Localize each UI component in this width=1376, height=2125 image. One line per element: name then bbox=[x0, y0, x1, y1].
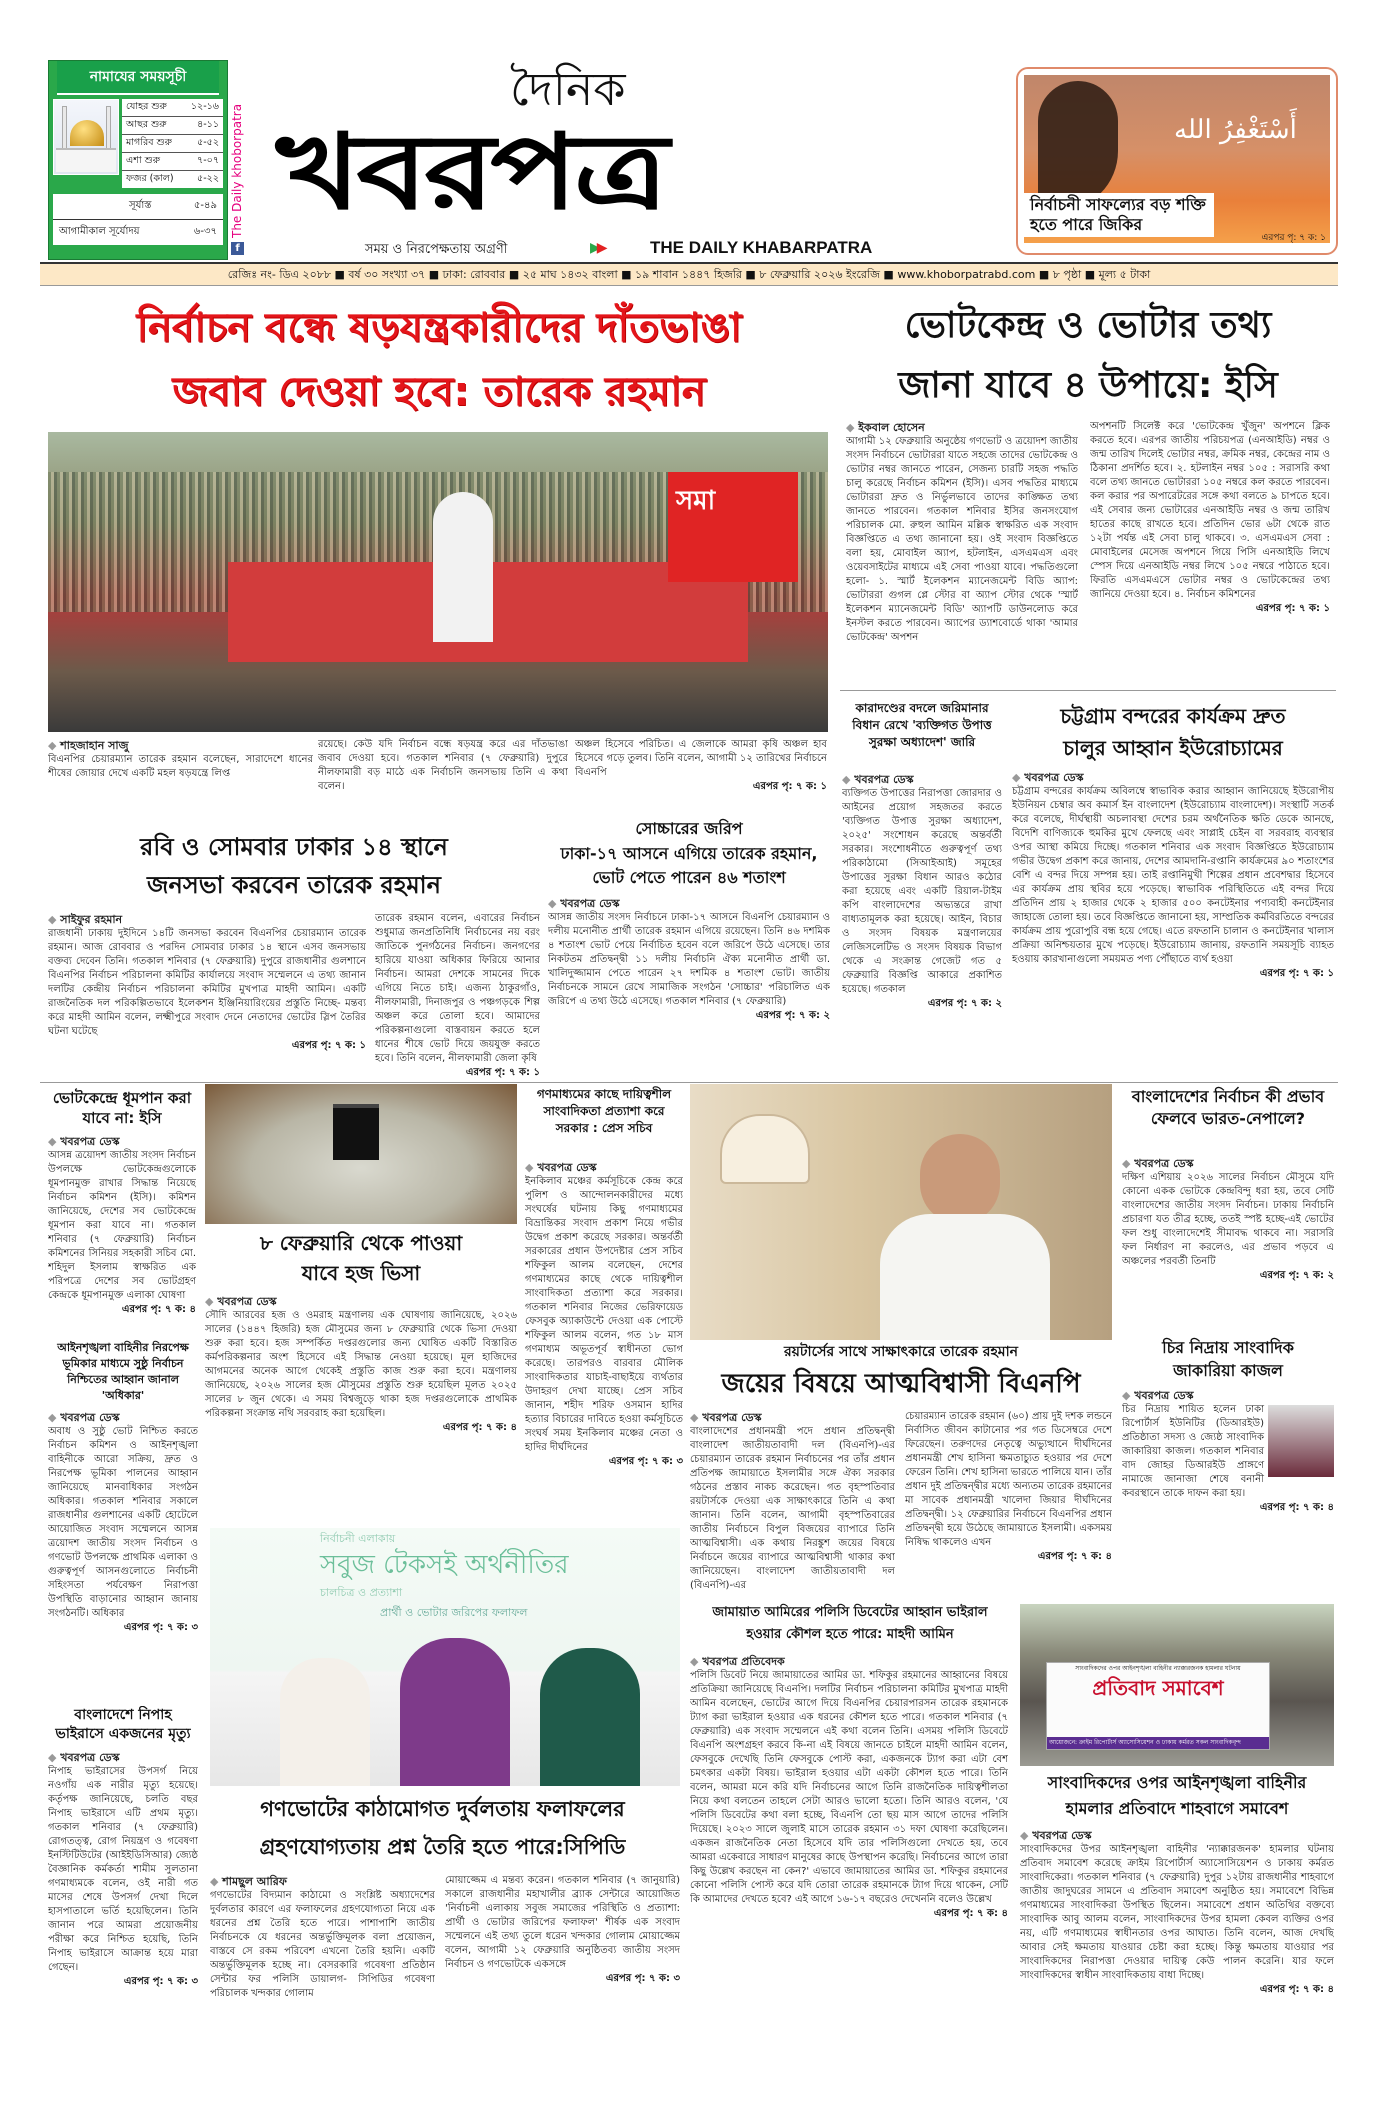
banner-tag: প্রার্থী ও ভোটার জরিপের ফলাফল bbox=[380, 1606, 528, 1619]
prayer-row: ফজর (কাল) ৫-২২ bbox=[126, 173, 219, 184]
press-headline[interactable]: গণমাধ্যমের কাছে দায়িত্বশীল সাংবাদিকতা প্রত্যাশা করে সরকার : প্রেস সচিব bbox=[536, 1087, 672, 1135]
continue-ref[interactable]: এরপর পৃ: ৭ ক: ১ bbox=[752, 781, 827, 792]
interview-headline[interactable]: জয়ের বিষয়ে আত্মবিশ্বাসী বিএনপি bbox=[721, 1369, 1081, 1399]
article-body: অঞ্চল হিসেবে পরিচিত। এ জেলাকে আমরা কৃষি অঞ্চল হাব হিসেবে গড়ে তুলব। তিনি বলেন, আগামী ১২ তারিখের নির্বাচনে বিএনপি bbox=[575, 739, 827, 778]
continue-ref[interactable]: এরপর পৃ: ৭ ক: ৩ bbox=[605, 1973, 680, 1984]
dhaka17-headline[interactable]: ঢাকা-১৭ আসনে এগিয়ে তারেক রহমান, ভোট পেতে পারেন ৪৬ শতাংশ bbox=[560, 844, 818, 887]
jamaat-headline[interactable]: জামায়াত আমিরের পলিসি ডিবেটের আহ্বান ভাইরাল হওয়ার কৌশল হতে পারে: মাহদী আমিন bbox=[712, 1605, 988, 1642]
byline: ◆ খবরপত্র ডেস্ক bbox=[690, 1410, 895, 1425]
byline: ◆ খবরপত্র প্রতিবেদক bbox=[690, 1654, 1008, 1669]
article-body: বাংলাদেশের প্রধানমন্ত্রী পদে প্রধান প্রতিদ্বন্দ্বী বাংলাদেশ জাতীয়তাবাদী দল (বিএনপি)-এর চেয়ারম্যান তারেক রহমান নির্বাচনের পর তাঁর প্রধান প্রতিপক্ষ জামায়াতে ইসলামীর সঙ্গে ঐক্য সরকার গঠনের প্রস্তাব নাকচ করেছেন। গত বৃহস্পতিবার রয়টার্সকে দেওয়া এক সাক্ষাৎকারে তিনি এ কথা জানান। তিনি বলেন, আগামী বৃহস্পতিবারের জাতীয় নির্বাচনে বিপুল বিজয়ের ব্যাপারে তিনি আত্মবিশ্বাসী। এক কথায় নিরঙ্কুশ জয়ের বিষয়ে নির্বাচনে জয়ের ব্যাপারে আত্মবিশ্বাসী থাকার কথা জানিয়েছেন। বাংলাদেশ জাতীয়তাবাদী দল (বিএনপি)-এর bbox=[690, 1426, 895, 1591]
article-body: রয়েছে। কেউ যদি নির্বাচন বন্ধে ষড়যন্ত্র করে এর দাঁতভাঙা জবাব দেওয়া হবে। গতকাল শনিবার (৭ ফেব্রুয়ারি) দুপুরে নীলফামারী বড় মাঠে এক নির্বাচনি জনসভায় তিনি এ কথা বলেন। bbox=[318, 739, 568, 792]
continue-ref[interactable]: এরপর পৃ: ৭ ক: ২ bbox=[1259, 1270, 1334, 1281]
byline: ◆ খবরপত্র ডেস্ক bbox=[1122, 1156, 1334, 1171]
tagline: সময় ও নিরপেক্ষতায় অগ্রণী bbox=[365, 242, 508, 257]
continue-ref[interactable]: এরপর পৃ: ৭ ক: ৪ bbox=[121, 1304, 196, 1315]
sunset-time: ৫-৪৯ bbox=[193, 200, 217, 211]
banner-small: নির্বাচনী এলাকায় bbox=[320, 1532, 396, 1545]
cpd-photo bbox=[210, 1528, 680, 1786]
byline: ◆ খবরপত্র ডেস্ক bbox=[1122, 1388, 1334, 1403]
banner-sub: চালচিত্র ও প্রত্যাশা bbox=[320, 1586, 403, 1599]
ec-headline[interactable]: ভোটকেন্দ্র ও ভোটার তথ্য জানা যাবে ৪ উপায়ে: ইসি bbox=[898, 305, 1278, 406]
byline: ◆ খবরপত্র ডেস্ক bbox=[842, 772, 1002, 787]
dateline: রেজিঃ নং- ডিএ ২০৮৮ ■ বর্ষ ৩০ সংখ্যা ৩৭ ■ ঢাকা: রোববার ■ ২৫ মাঘ ১৪৩২ বাংলা ■ ১৯ শাবান ১৪৪৭ হিজরি ■ ৮ ফেব্রুয়ারি ২০২৬ ইংরেজি ■ www.khoborpatrabd.com ■ ৮ পৃষ্ঠা ■ মূল্য ৫ টাকা bbox=[40, 262, 1338, 286]
prayer-times-box bbox=[48, 60, 228, 260]
prayer-row: মাগরিব শুরু ৫-৫২ bbox=[122, 135, 223, 153]
continue-ref[interactable]: এরপর পৃ: ৭ ক: ৪ bbox=[442, 1422, 517, 1433]
facebook-handle[interactable]: The Daily khoborpatra bbox=[230, 103, 244, 238]
byline: ◆ খবরপত্র ডেস্ক bbox=[525, 1160, 683, 1175]
article-body: ইনকিলাব মঞ্চের কর্মসূচিকে কেন্দ্র করে পুলিশ ও আন্দোলনকারীদের মধ্যে সংঘর্ষের ঘটনায় কিছু গণমাধ্যমের বিভ্রান্তিকর সংবাদ প্রকাশ নিয়ে গভীর উদ্বেগ প্রকাশ করেছে সরকার। অন্তর্বর্তী সরকারের প্রধান উপদেষ্টার প্রেস সচিব শফিকুল আলম বলেছেন, দেশের গণমাধ্যমের কাছে থেকে দায়িত্বশীল সাংবাদিকতা প্রত্যাশা করে সরকার। গতকাল শনিবার নিজের ভেরিফায়েড ফেসবুক অ্যাকাউন্টে দেওয়া এক পোস্টে শফিকুল আলম বলেন, গত ১৮ মাস গণমাধ্যম অভূতপূর্ব স্বাধীনতা ভোগ করেছে। তারপরও বারবার মৌলিক সাংবাদিকতার যাচাই-বাছাইয়ে ব্যর্থতার উদাহরণ দেখা যাচ্ছে। প্রেস সচিব জানান, শহীদ শরিফ ওসমান হাদির হত্যার বিচারের দাবিতে হওয়া কর্মসূচিতে সংঘর্ষ সময় ইনকিলাব মঞ্চের নেতা ও হাদির দীর্ঘদিনের bbox=[525, 1176, 683, 1453]
interview-photo bbox=[690, 1084, 1112, 1340]
continue-ref[interactable]: এরপর পৃ: ৭ ক: ২ bbox=[927, 998, 1002, 1009]
banner-big: সবুজ টেকসই অর্থনীতির bbox=[320, 1550, 569, 1580]
article-body: ব্যক্তিগত উপাত্তের নিরাপত্তা জোরদার ও আইনের প্রয়োগ সহজতর করতে 'ব্যক্তিগত উপাত্ত সুরক্ষা অধ্যাদেশ, ২০২৫' সংশোধন করেছে অন্তর্বর্তী সরকার। সংশোধনীতে গুরুত্বপূর্ণ তথ্য পরিকাঠামো (সিআইআই) সমূহের উপাত্তের সুরক্ষা বিধান আরও কঠোর করা হয়েছে এবং একটি রিয়াল-টাইম কপি বাংলাদেশের অভ্যন্তরে রাখা বাধ্যতামূলক করা হয়েছে। আইন, বিচার ও সংসদ বিষয়ক মন্ত্রণালয়ের লেজিসলেটিভ ও সংসদ বিষয়ক বিভাগ থেকে এ সংক্রান্ত গেজেট গত ৫ ফেব্রুয়ারি বিজ্ঞপ্তি আকারে প্রকাশিত হয়েছে। গতকাল bbox=[842, 788, 1002, 995]
hajj-headline[interactable]: ৮ ফেব্রুয়ারি থেকে পাওয়া যাবে হজ ভিসা bbox=[259, 1231, 463, 1285]
interview-kicker: রয়টার্সের সাথে সাক্ষাৎকারে তারেক রহমান bbox=[783, 1344, 1018, 1360]
cpd-headline[interactable]: গণভোটের কাঠামোগত দুর্বলতায় ফলাফলের গ্রহণযোগ্যতায় প্রশ্ন তৈরি হতে পারে:সিপিডি bbox=[259, 1797, 626, 1859]
obit-headline[interactable]: চির নিদ্রায় সাংবাদিক জাকারিয়া কাজল bbox=[1162, 1338, 1294, 1380]
article-body: পলিসি ডিবেট নিয়ে জামায়াতের আমির ডা. শফিকুর রহমানের আহ্বানের বিষয়ে প্রতিক্রিয়া জানিয়েছে বিএনপি। দলটির নির্বাচন পরিচালনা কমিটির মুখপাত্র মাহদী আমিন বলেছেন, ভোটের আগে দিয়ে বিএনপির চেয়ারপারসন তারেক রহমানকে ট্যাগ করা ভাইরাল হওয়ার এক ধরনের কৌশল হতে পারে। গতকাল শনিবার (৭ ফেব্রুয়ারি) এক সংবাদ সম্মেলনে এই কথা বলেন তিনি। এসময় পলিসি ডিবেটে বিএনপি অংশগ্রহণ করবে কি-না এই বিষয়ে জানতে চাইলে মাহদী আমিন বলেন, ফেসবুকে দেখেছি তিনি ফেসবুকে পোস্ট করা, একজনকে ট্যাগ করা এটা বেশ চমৎকার একটা বিষয়। ভাইরাল হওয়ার এটা একটা কৌশল হতে পারে। তিনি বলেন, আমরা মনে করি যদি নির্বাচনের আগে তিনি রাজনৈতিক দায়িত্বশীলতা নিয়ে কথা বলতেন তাহলে সেটা আরও ভালো হতো। তিনি আরও বলেন, 'যে পলিসি ডিবেটের কথা বলা হচ্ছে, বিএনপি তো ছয় মাস আগে তাদের পলিসি দিয়েছে। ২০২৩ সালে জুলাই মাসে তারেক রহমান ৩১ দফা ঘোষণা করেছিলেন। একজন রাজনৈতিক নেতা হিসেবে যদি তার পলিসিগুলো দেখতে হয়, তবে আমরা একেবারে সাধারণ মানুষের কাছে উপস্থাপন করেছি। নির্বাচনের আগে তারা কিছু উল্লেখ করছেন না কেন?' এভাবে জামায়াতের আমির ডা. শফিকুর রহমানের কোনো পলিসি পোস্ট করে যদি তোরা তারেক রহমানকে ট্যাগ দিয়ে থাকেন, সেটি কি আমাদের দেখতে হবে? এই আগে ১৬-১৭ বছরেও দেখেননি বলেও উল্লেখ bbox=[690, 1670, 1008, 1905]
masthead-prefix: দৈনিক bbox=[510, 62, 626, 116]
ear-panel[interactable] bbox=[1016, 67, 1338, 255]
article-body: অবাধ ও সুষ্ঠু ভোট নিশ্চিত করতে নির্বাচন কমিশন ও আইনশৃঙ্খলা বাহিনীকে আরো সক্রিয়, দ্রুত ও নিরপেক্ষ ভূমিকা পালনের আহ্বান জানিয়েছে মানবাধিকার সংগঠন অধিকার। গতকাল শনিবার সকালে রাজধানীর গুলশানের একটি হোটেলে আয়োজিত সংবাদ সম্মেলনে আসন্ন ত্রয়োদশ জাতীয় সংসদ নির্বাচন ও গণভোট উপলক্ষে প্রাথমিক এলাকা ও গুরুত্বপূর্ণ আসনগুলোতে নির্বাচনী সহিংসতা পর্যবেক্ষণ নিরাপত্তা উপস্থিতি বাড়ানোর আহ্বান জানায় সংগঠনটি। অধিকার bbox=[48, 1426, 198, 1619]
continue-ref[interactable]: এরপর পৃ: ৭ ক: ৪ bbox=[1259, 1984, 1334, 1995]
mosque-image bbox=[53, 99, 119, 175]
ordinance-headline[interactable]: কারাদণ্ডের বদলে জরিমানার বিধান রেখে 'ব্যক্তিগত উপাত্ত সুরক্ষা অধ্যাদেশ' জারি bbox=[852, 701, 992, 749]
continue-ref[interactable]: এরপর পৃ: ৭ ক: ৩ bbox=[123, 1622, 198, 1633]
english-name: THE DAILY KHABARPATRA bbox=[650, 238, 873, 257]
prayer-row: যোহর শুরু ১২-১৬ bbox=[122, 99, 223, 117]
odhikar-headline[interactable]: আইনশৃঙ্খলা বাহিনীর নিরপেক্ষ ভূমিকার মাধ্যমে সুষ্ঠু নির্বাচন নিশ্চিতের আহ্বান জানাল 'অধিকার' bbox=[57, 1341, 189, 1402]
sunrise-time: ৬-৩৭ bbox=[193, 226, 217, 237]
article-body: রাজধানী ঢাকায় দুইদিনে ১৪টি জনসভা করবেন বিএনপির চেয়ারম্যান তারেক রহমান। আজ রোববার ও পরদিন সোমবার ঢাকার ১৪ স্থানে এসব জনসভায় বক্তব্য দেবেন তিনি। গতকাল শনিবার (৭ ফেব্রুয়ারি) দুপুরে রাজধানীর গুলশানে বিএনপির নির্বাচন পরিচালনা কমিটির কার্যালয়ে সংবাদ সম্মেলনে এ তথ্য জানান দলটির কেন্দ্রীয় নির্বাচন পরিচালনা কমিটির মুখপাত্র মাহদী আমিন। একটি রাজনৈতিক দল পরিকল্পিতভাবে ইলেকশন ইঞ্জিনিয়ারিংয়ের প্রস্তুতি নিচ্ছে- মন্তব্য করে মাহদী আমিন বলেন, লক্ষ্মীপুরে সংবাদ দেনে নেতাদের ভোটের স্লিপ তৈরির ঘটনা ঘটেছে bbox=[48, 928, 366, 1037]
article-body: নিপাহ ভাইরাসের উপসর্গ নিয়ে নওগাঁয় এক নারীর মৃত্যু হয়েছে। কর্তৃপক্ষ জানিয়েছে, চলতি বছর নিপাহ ভাইরাসে এটি প্রথম মৃত্যু। গতকাল শনিবার (৭ ফেব্রুয়ারি) রোগতত্ত্ব, রোগ নিয়ন্ত্রণ ও গবেষণা ইনস্টিটিউটের (আইইডিসিআর) জ্যেষ্ঠ বৈজ্ঞানিক কর্মকর্তা শামীম সুলতানা গণমাধ্যমকে বলেন, ওই নারী গত মাসের শেষে উপসর্গ দেখা দিলে হাসপাতালে ভর্তি হয়েছিলেন। তিনি জানান পরে আমরা প্রয়োজনীয় পরীক্ষা করে নিশ্চিত হয়েছি, তিনি নিপাহ ভাইরাসে আক্রান্ত হয়ে মারা গেছেন। bbox=[48, 1766, 198, 1973]
continue-ref[interactable]: এরপর পৃ: ৭ ক: ৩ bbox=[123, 1976, 198, 1987]
continue-ref[interactable]: এরপর পৃ: ৭ ক: ৪ bbox=[1259, 1502, 1334, 1513]
byline: ◆ খবরপত্র ডেস্ক bbox=[1020, 1828, 1334, 1843]
byline: ◆ খবরপত্র ডেস্ক bbox=[48, 1410, 198, 1425]
continue-ref[interactable]: এরপর পৃ: ৭ ক: ১ bbox=[465, 1067, 540, 1078]
byline: ◆ খবরপত্র ডেস্ক bbox=[48, 1750, 198, 1765]
lead-headline[interactable]: নির্বাচন বন্ধে ষড়যন্ত্রকারীদের দাঁতভাঙা জবাব দেওয়া হবে: তারেক রহমান bbox=[136, 305, 742, 415]
prayer-title: নামাযের সময়সূচী bbox=[57, 61, 219, 95]
facebook-icon[interactable]: f bbox=[231, 242, 244, 255]
article-body: আগামী ১২ ফেব্রুয়ারি অনুষ্ঠেয় গণভোট ও ত্রয়োদশ জাতীয় সংসদ নির্বাচনে ভোটাররা যাতে সহজে তাদের ভোটকেন্দ্র ও ভোটার নম্বর জানতে পারেন, সেজন্য চারটি সহজ পদ্ধতি চালু করেছে নির্বাচন কমিশন (ইসি)। এসব পদ্ধতির মাধ্যমে ভোটাররা দ্রুত ও নির্ভুলভাবে তাদের কাঙ্ক্ষিত তথ্য জানতে পারবেন। গতকাল শনিবার ইসির জনসংযোগ পরিচালক মো. রুহুল আমিন মল্লিক স্বাক্ষরিত এক সংবাদ বিজ্ঞপ্তিতে এ তথ্য জানানো হয়। ওই সংবাদ বিজ্ঞপ্তিতে বলা হয়, মোবাইল অ্যাপ, হটলাইন, এসএমএস এবং ওয়েবসাইটের মাধ্যমে এই সেবা পাওয়া যাবে। পদ্ধতিগুলো হলো- ১. স্মার্ট ইলেকশন ম্যানেজমেন্ট বিডি অ্যাপ: ভোটাররা গুগল প্লে স্টোর বা অ্যাপ স্টোর থেকে 'স্মার্ট ইলেকশন ম্যানেজমেন্ট বিডি' অ্যাপটি ডাউনলোড করে ইনস্টল করতে পারবেন। অ্যাপের ড্যাশবোর্ডে থাকা 'আমার ভোটকেন্দ্র' অপশন bbox=[846, 436, 1078, 643]
article-body: বিএনপির চেয়ারম্যান তারেক রহমান বলেছেন, সারাদেশে ধানের শীষের জোয়ার দেখে একটি মহল ষড়যন্ত্রে লিপ্ত bbox=[48, 754, 313, 779]
stage-banner: সমা bbox=[668, 472, 798, 582]
kaaba-photo bbox=[205, 1084, 517, 1224]
protest-banner: সাংবাদিকদের ওপর আইনশৃঙ্খলা বাহিনীর ন্যাক্কারজনক হামলার ঘটনায় প্রতিবাদ সমাবেশ আয়োজনে: ক্রাইম রিপোর্টার্স অ্যাসোসিয়েশন ও ঢাকায় কর্মরত সকল সাংবাদিকবৃন্দ bbox=[1046, 1662, 1270, 1750]
article-body: চট্টগ্রাম বন্দরের কার্যক্রম অবিলম্বে স্বাভাবিক করার আহ্বান জানিয়েছে ইউরোপীয় ইউনিয়ন চেম্বার অব কমার্স ইন বাংলাদেশ (ইউরোচ্যাম বাংলাদেশ)। সংস্থাটি সতর্ক করে বলেছে, দীর্ঘস্থায়ী অচলাবস্থা দেশের চরম অর্থনৈতিক ক্ষতি ডেকে আনছে, বিদেশি বাণিজ্যকে হুমকির মুখে ফেলছে এবং সাপ্লাই চেইন বা সরবরাহ ব্যবস্থার ওপর আস্থা কমিয়ে দিচ্ছে। গতকাল শনিবার এক সংবাদ বিজ্ঞপ্তিতে ইউরোচ্যাম গভীর উদ্বেগ প্রকাশ করে জানায়, দেশের আমদানি-রপ্তানি কার্যক্রমের ৯০ শতাংশের বেশি এ বন্দর দিয়ে সম্পন্ন হয়। তাই রপ্তানিমুখী শিল্পের প্রধান প্রবেশদ্বার হিসেবে এর কার্যক্রম প্রায় স্থবির হয়ে পড়েছে। স্বাভাবিক পরিস্থিতিতে এই বন্দর দিয়ে প্রতিদিন প্রায় ২ হাজার থেকে ২ হাজার ৫০০ কনটেইনার পণ্যবাহী কনটেইনার জাহাজে তোলা হয়। তবে বিজ্ঞপ্তিতে জানানো হয়, সাম্প্রতিক কর্মবিরতিতে বন্দরের কার্যক্রম প্রায় পুরোপুরি বন্ধ হয়ে গেছে। এতে রফতানি চালান ও কনটেইনার খালাস প্রক্রিয়া অনিশ্চয়তার মুখে পড়েছে। ইউরোচ্যাম জানায়, রফতানি সময়সূচি ব্যাহত হওয়ায় কারখানাগুলো সময়মত পণ্য পৌঁছাতে ব্যর্থ হওয়া bbox=[1012, 786, 1334, 965]
continue-ref[interactable]: এরপর পৃ: ৭ ক: ১ bbox=[1255, 603, 1330, 614]
prayer-table bbox=[122, 99, 223, 188]
ear-headline: নির্বাচনী সাফল্যের বড় শক্তি হতে পারে জিকির bbox=[1024, 193, 1214, 237]
article-body: চির নিদ্রায় শায়িত হলেন ঢাকা রিপোর্টার্স ইউনিটির (ডিআরইউ) প্রতিষ্ঠাতা সদস্য ও জ্যেষ্ঠ সাংবাদিক জাকারিয়া কাজল। গতকাল শনিবার বাদ জোহর ডিআরইউ প্রাঙ্গণে নামাজে জানাজা শেষে বনানী কবরস্থানে তাকে দাফন করা হয়। bbox=[1122, 1404, 1264, 1499]
sunrise-label: আগামীকাল সূর্যোদয় bbox=[59, 226, 140, 237]
journalists-headline[interactable]: সাংবাদিকদের ওপর আইনশৃঙ্খলা বাহিনীর হামলার প্রতিবাদে শাহবাগে সমাবেশ bbox=[1047, 1773, 1307, 1818]
hand-silhouette bbox=[1038, 81, 1118, 211]
article-body: মোয়াজ্জেম এ মন্তব্য করেন। গতকাল শনিবার (৭ জানুয়ারি) সকালে রাজধানীর মহাখালীর ব্র্যাক সেন্টারে আয়োজিত 'নির্বাচনী এলাকায় সবুজ সমাজের পরিস্থিতি ও প্রত্যাশা: প্রার্থী ও ভোটার জরিপের ফলাফল' শীর্ষক এক সংবাদ সম্মেলনে এই তথ্য তুলে ধরেন খন্দকার গোলাম মোয়াজ্জেম বলেন, আগামী ১২ ফেব্রুয়ারি অনুষ্ঠিতব্য জাতীয় সংসদ নির্বাচন ও গণভোটকে একসঙ্গে bbox=[445, 1875, 680, 1970]
chittagong-headline[interactable]: চট্টগ্রাম বন্দরের কার্যক্রম দ্রুত চালুর আহ্বান ইউরোচ্যামের bbox=[1060, 704, 1286, 760]
byline: ◆ খবরপত্র ডেস্ক bbox=[48, 1134, 196, 1149]
byline: ◆ ইকবাল হোসেন bbox=[846, 420, 1078, 435]
smoking-headline[interactable]: ভোটকেন্দ্রে ধূমপান করা যাবে না: ইসি bbox=[52, 1089, 192, 1127]
byline: ◆ শাহজাহান সাজু bbox=[48, 738, 313, 753]
arrows-icon: ▶▶ bbox=[590, 240, 604, 256]
article-body: গণভোটের বিদ্যমান কাঠামো ও সংশ্লিষ্ট অধ্যাদেশের দুর্বলতার কারণে এর ফলাফলের গ্রহণযোগ্যতা নিয়ে এক ধরনের প্রশ্ন তৈরি হতে পারে। পাশাপাশি জাতীয় নির্বাচনকে যে ধরনের অন্তর্ভুক্তিমূলক বলা প্রয়োজন, বাস্তবে সে রকম পরিবেশ এখনো তৈরি হয়নি। একটি অন্তর্ভুক্তিমূলক হচ্ছে না। বেসরকারি গবেষণা প্রতিষ্ঠান সেন্টার ফর পলিসি ডায়ালগ- সিপিডির গবেষণা পরিচালক খন্দকার গোলাম bbox=[210, 1890, 435, 1999]
article-body: চেয়ারম্যান তারেক রহমান (৬০) প্রায় দুই দশক লন্ডনে নির্বাসিত জীবন কাটানোর পর গত ডিসেম্বরে দেশে ফিরেছেন। তরুণদের নেতৃত্বে অভ্যুত্থানে দীর্ঘদিনের প্রধানমন্ত্রী শেখ হাসিনা ক্ষমতাচ্যুত হওয়ার পর দেশে ফেরেন তিনি। শেখ হাসিনা ভারতে পালিয়ে যান। তাঁর প্রধান দুই প্রতিদ্বন্দ্বীর মধ্যে অন্যতম তারেক রহমানের মা সাবেক প্রধানমন্ত্রী খালেদা জিয়ার দীর্ঘদিনের প্রতিদ্বন্দ্বী। ১২ ফেব্রুয়ারির নির্বাচনে বিএনপির প্রধান প্রতিদ্বন্দ্বী হয়ে উঠেছে জামায়াতে ইসলামী। একসময় নিষিদ্ধ থাকলেও এখন bbox=[905, 1411, 1112, 1548]
article-body: সৌদি আরবের হজ ও ওমরাহ মন্ত্রণালয় এক ঘোষণায় জানিয়েছে, ২০২৬ সালের (১৪৪৭ হিজরি) হজ মৌসুমের জন্য ৮ ফেব্রুয়ারি থেকে ভিসা দেওয়া শুরু করা হবে। হজ সম্পর্কিত দপ্তরগুলোর জন্য ঘোষিত একটি বিস্তারিত কর্মপরিকল্পনার অংশ হিসেবে এই সিদ্ধান্ত নেওয়া হয়েছে। মূল হাজিদের আগমনের অনেক আগে থেকেই প্রস্তুতি কাজ শুরু করা হবে। মন্ত্রণালয় জানিয়েছে, ২০২৬ সালের হজ মৌসুমের প্রস্তুতি শুরু হয়েছিল মূলত ২০২৫ সালের ৮ জুন থেকে। এ সময় বিশ্বজুড়ে থাকা হজ দপ্তরগুলোকে প্রাথমিক পরিকল্পনা সংক্রান্ত নথি সরবরাহ করা হয়েছিল। bbox=[205, 1310, 517, 1419]
sunset-label: সূর্যাস্ত bbox=[129, 200, 152, 211]
continue-ref[interactable]: এরপর পৃ: ৭ ক: ৪ bbox=[1037, 1551, 1112, 1562]
byline: ◆ শামছুল আরিফ bbox=[210, 1874, 435, 1889]
prayer-row: এশা শুরু ৭-০৭ bbox=[122, 153, 223, 171]
article-body: আসন্ন ত্রয়োদশ জাতীয় সংসদ নির্বাচন উপলক্ষে ভোটকেন্দ্রগুলোকে ধূমপানমুক্ত রাখার সিদ্ধান্ত নিয়েছে নির্বাচন কমিশন (ইসি)। কমিশন জানিয়েছে, দেশের সব ভোটকেন্দ্রে ধূমপান করা যাবে না। গতকাল শনিবার (৭ ফেব্রুয়ারি) নির্বাচন কমিশনের সিনিয়র সহকারী সচিব মো. শহিদুল ইসলাম স্বাক্ষরিত এক পরিপত্রে দেশের সব ভোটগ্রহণ কেন্দ্রকে ধূমপানমুক্ত এলাকা ঘোষণা bbox=[48, 1150, 196, 1301]
byline: ◆ খবরপত্র ডেস্ক bbox=[1012, 770, 1334, 785]
newspaper-logo: খবরপত্র bbox=[276, 111, 665, 233]
continue-ref[interactable]: এরপর পৃ: ৭ ক: ৩ bbox=[608, 1456, 683, 1467]
article-body: দক্ষিণ এশিয়ায় ২০২৬ সালের নির্বাচন মৌসুমে যদি কোনো একক ভোটকে কেন্দ্রবিন্দু ধরা হয়, তবে সেটি বাংলাদেশের জাতীয় সংসদ নির্বাচন। ঢাকায় নির্বাচনি প্রচারণা যত তীব্র হচ্ছে, ততই স্পষ্ট হচ্ছে-এই ভোটের ফল শুধু বাংলাদেশেই সীমাবদ্ধ থাকবে না। সরাসরি ফল নির্ধারণ না করলেও, এর প্রভাব পড়বে এ অঞ্চলের পরবর্তী তিনটি bbox=[1122, 1172, 1334, 1267]
byline: ◆ সাইফুর রহমান bbox=[48, 912, 366, 927]
article-body: তারেক রহমান বলেন, এবারের নির্বাচন শুধুমাত্র জনপ্রতিনিধি নির্বাচনের নয় বরং জাতিকে পুনর্গঠনের নির্বাচন। জনগণের হারিয়ে যাওয়া অধিকার ফিরিয়ে আনার নির্বাচন। আমরা দেশকে সামনের দিকে এগিয়ে নিতে চাই। এজন্য ঠাকুরগাঁও, নীলফামারী, দিনাজপুর ও পঞ্চগড়কে শিল্প অঞ্চল করে তোলা হবে। আমাদের পরিকল্পনাগুলো বাস্তবায়ন করতে হলে ধানের শীষে ভোট দিয়ে জয়যুক্ত করতে হবে। তিনি বলেন, নীলফামারী জেলা কৃষি bbox=[375, 913, 540, 1064]
ear-continue: এরপর পৃ: ৭ ক: ১ bbox=[1261, 233, 1326, 243]
continue-ref[interactable]: এরপর পৃ: ৭ ক: ৪ bbox=[933, 1908, 1008, 1919]
continue-ref[interactable]: এরপর পৃ: ৭ ক: ২ bbox=[755, 1010, 830, 1021]
protest-photo bbox=[1020, 1604, 1334, 1766]
sun-times bbox=[53, 194, 223, 245]
article-body: আসন্ন জাতীয় সংসদ নির্বাচনে ঢাকা-১৭ আসনে বিএনপি চেয়ারম্যান ও দলীয় মনোনীত প্রার্থী তারেক রহমান এগিয়ে রয়েছেন। তিনি ৪৬ দশমিক ৪ শতাংশ ভোট পেয়ে নির্বাচিত হবেন বলে জরিপে উঠে এসেছে। তার নিকটতম প্রতিদ্বন্দ্বী ১১ দলীয় নির্বাচনি ঐক্য মনোনীত প্রার্থী ডা. খালিদুজ্জামান পেতে পারেন ২৭ দশমিক ৪ শতাংশ ভোট। জাতীয় নির্বাচনকে সামনে রেখে সামাজিক সংগঠন 'সোচ্চার' পরিচালিত এক জরিপে এ তথ্য উঠে এসেছে। গতকাল শনিবার (৭ ফেব্রুয়ারি) bbox=[548, 912, 830, 1007]
arabic-calligraphy: أَسْتَغْفِرُ الله bbox=[1174, 115, 1297, 145]
obit-photo bbox=[1268, 1405, 1334, 1477]
continue-ref[interactable]: এরপর পৃ: ৭ ক: ১ bbox=[291, 1040, 366, 1051]
article-body: সাংবাদিকদের উপর আইনশৃঙ্খলা বাহিনীর 'ন্যাক্কারজনক' হামলার ঘটনায় প্রতিবাদ সমাবেশ করেছে ক্রাইম রিপোর্টার্স অ্যাসোসিয়েশন ও ঢাকায় কর্মরত সাংবাদিকেরা। গতকাল শনিবার (৭ ফেব্রুয়ারি) দুপুর ১২টায় রাজধানীর শাহবাগে জাতীয় জাদুঘরের সামনে এ প্রতিবাদ সমাবেশ অনুষ্ঠিত হয়। সমাবেশে বিভিন্ন গণমাধ্যমের সাংবাদিকরা উপস্থিত ছিলেন। সমাবেশে প্রধান অতিথির বক্তব্যে সাংবাদিক আবু আলম বলেন, সাংবাদিকদের উপর হামলা কেবল ব্যক্তির ওপর নয়, এটি গণমাধ্যমের স্বাধীনতার ওপর আঘাত। তিনি বলেন, আজ দেখছি আবার সেই ক্ষমতায় যাওয়ার চেষ্টা করা হচ্ছে। কিন্তু ক্ষমতায় যাওয়ার পর সাংবাদিকদের নিরাপত্তা দেওয়ার দায়িত্ব কেউ পালন করেনি। যার ফলে সাংবাদিকদের স্বাধীন সাংবাদিকতায় বাধা দিচ্ছে। bbox=[1020, 1844, 1334, 1981]
masthead bbox=[270, 60, 990, 260]
dhaka17-kicker: সোচ্চারের জরিপ bbox=[635, 819, 743, 838]
nipah-headline[interactable]: বাংলাদেশে নিপাহ ভাইরাসে একজনের মৃত্যু bbox=[55, 1707, 191, 1742]
nepal-headline[interactable]: বাংলাদেশের নির্বাচন কী প্রভাব ফেলবে ভারত-নেপালে? bbox=[1131, 1087, 1325, 1128]
continue-ref[interactable]: এরপর পৃ: ৭ ক: ১ bbox=[1259, 968, 1334, 979]
byline: ◆ খবরপত্র ডেস্ক bbox=[205, 1294, 517, 1309]
rallies-headline[interactable]: রবি ও সোমবার ঢাকার ১৪ স্থানে জনসভা করবেন তারেক রহমান bbox=[140, 833, 448, 899]
lead-photo bbox=[48, 432, 828, 732]
article-body: অপশনটি সিলেক্ট করে 'ভোটকেন্দ্র খুঁজুন' অপশনে ক্লিক করতে হবে। এরপর জাতীয় পরিচয়পত্র (এনআইডি) নম্বর ও জন্ম তারিখ দিলেই ভোটার নম্বর, ক্রমিক নম্বর, কেন্দ্রের নাম ও ঠিকানা প্রদর্শিত হবে। ২. হটলাইন নম্বর ১০৫ : সরাসরি কথা বলে তথ্য জানতে ভোটাররা ১০৫ নম্বরে কল করতে পারবেন। কল করার পর অপারেটরের সঙ্গে কথা বলতে ৯ চাপতে হবে। এই সেবার জন্য ভোটারের এনআইডি নম্বর ও জন্ম তারিখ হাতের কাছে রাখতে হবে। প্রতিদিন ভোর ৬টা থেকে রাত ১২টা পর্যন্ত এই সেবা চালু থাকবে। ৩. এসএমএস সেবা : মোবাইলের মেসেজ অপশনে গিয়ে পিসি এনআইডি লিখে স্পেস দিয়ে এনআইডি নম্বর লিখে ১০৫ নম্বরে পাঠাতে হবে। ফিরতি এসএমএসে ভোটার নম্বর ও ভোটকেন্দ্রের তথ্য জানিয়ে দেওয়া হবে। ৪. নির্বাচন কমিশনের bbox=[1090, 421, 1330, 600]
prayer-row: আছর শুরু ৪-১১ bbox=[122, 117, 223, 135]
byline: ◆ খবরপত্র ডেস্ক bbox=[548, 896, 830, 911]
